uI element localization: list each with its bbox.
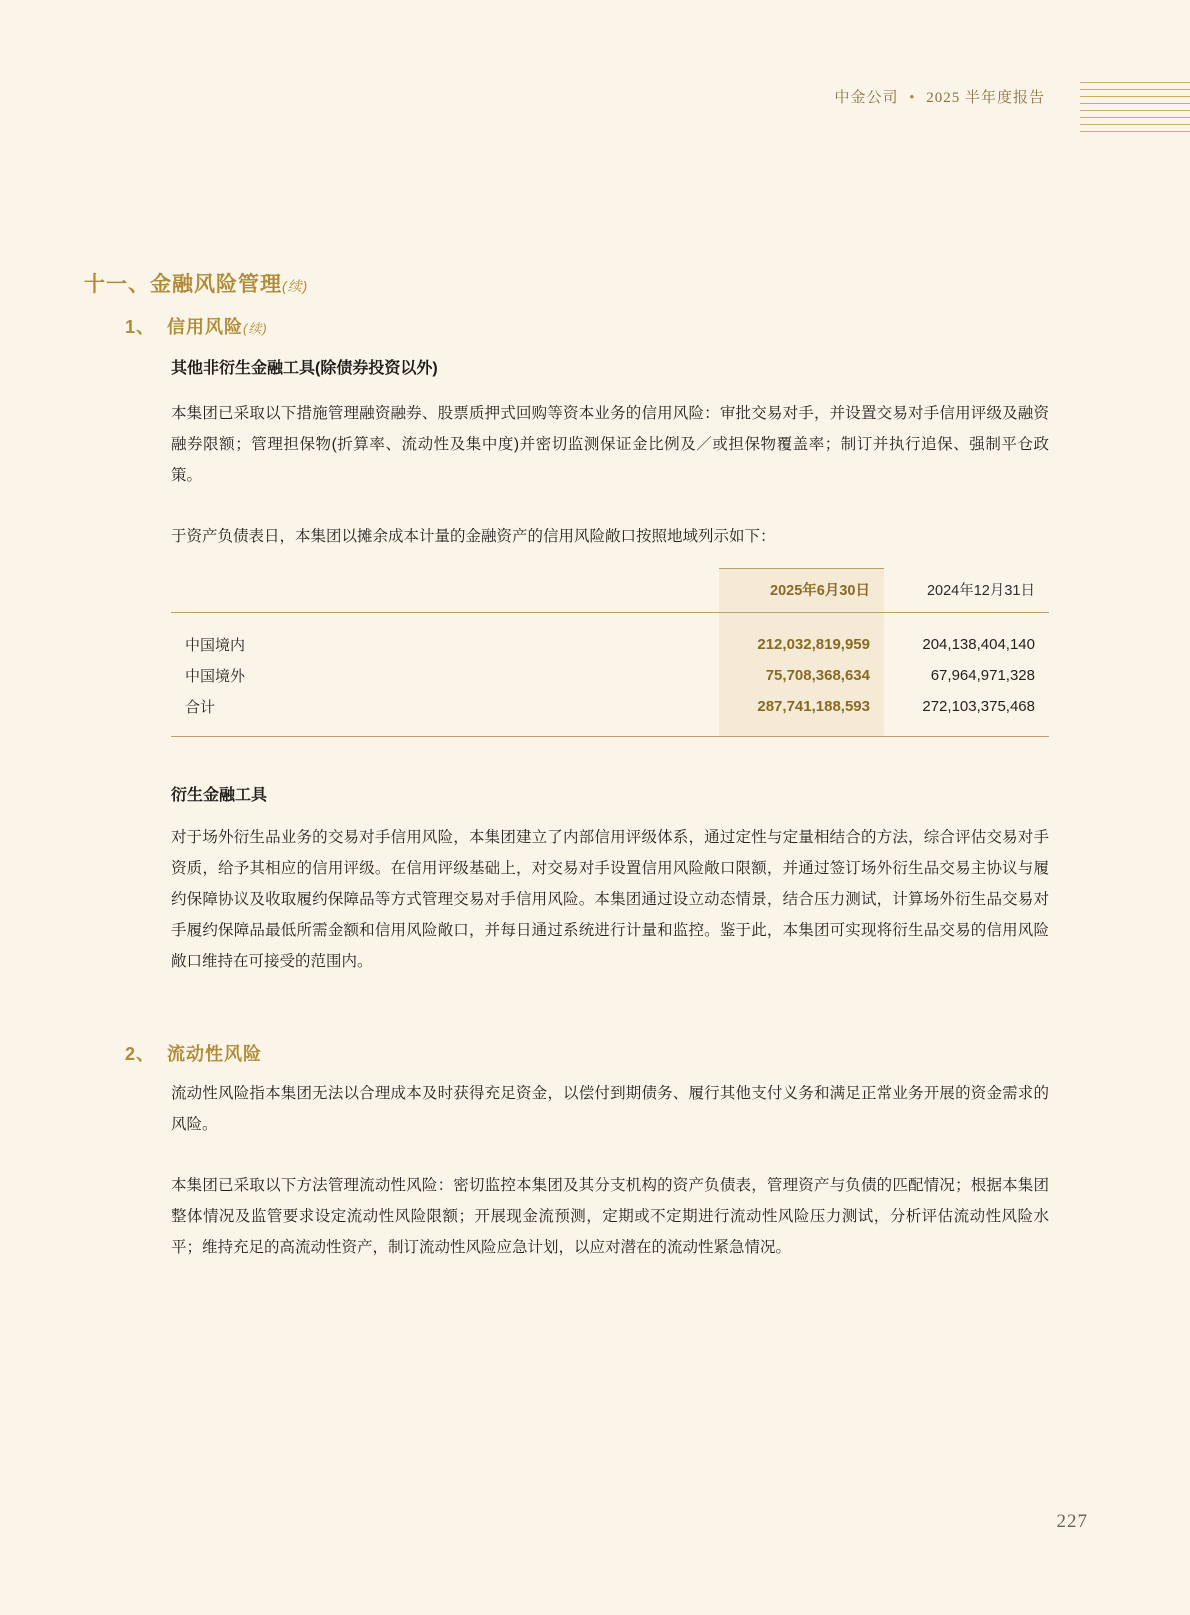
subsection-2-number: 2、 bbox=[125, 1044, 156, 1064]
spacer-cell-2 bbox=[884, 613, 1049, 630]
row-value-2025-overseas: 75,708,368,634 bbox=[719, 660, 884, 691]
spacer-cell-hl bbox=[719, 722, 884, 737]
spacer-cell-hl bbox=[719, 613, 884, 630]
block3-paragraph-2: 本集团已采取以下方法管理流动性风险：密切监控本集团及其分支机构的资产负债表，管理资产与负债的匹配情况；根据本集团整体情况及监管要求设定流动性风险限额；开展现金流预测，定期或不定期进行流动性风险压力测试，分析评估流动性风险水平；维持充足的高流动性资产，制订流动性风险应急计划，以应对潜在的流动性紧急情况。 bbox=[171, 1177, 1049, 1256]
row-label-total: 合计 bbox=[185, 699, 216, 716]
table-header-2025: 2025年6月30日 bbox=[719, 569, 884, 613]
row-label-domestic: 中国境内 bbox=[185, 637, 246, 654]
table-bottom-spacer bbox=[171, 722, 1049, 737]
header-company: 中金公司 bbox=[834, 90, 899, 106]
subsection-1-text: 信用风险 bbox=[167, 317, 243, 337]
table-header-row bbox=[171, 569, 1049, 613]
table-row bbox=[171, 691, 1049, 722]
header-separator: • bbox=[909, 90, 916, 106]
subsection-2-title bbox=[125, 1040, 262, 1066]
row-value-2025-domestic: 212,032,819,959 bbox=[719, 629, 884, 660]
section-title bbox=[84, 268, 308, 298]
section-title-text: 十一、金融风险管理 bbox=[84, 273, 282, 296]
corner-decoration bbox=[1080, 82, 1190, 144]
table-header-blank bbox=[171, 569, 719, 613]
spacer-cell-2 bbox=[884, 722, 1049, 737]
row-value-2024-domestic: 204,138,404,140 bbox=[922, 636, 1035, 653]
block1-paragraph-1: 本集团已采取以下措施管理融资融券、股票质押式回购等资本业务的信用风险：审批交易对手，并设置交易对手信用评级及融资融券限额；管理担保物(折算率、流动性及集中度)并密切监测保证金比例及／或担保物覆盖率；制订并执行追保、强制平仓政策。 bbox=[171, 405, 1049, 484]
subsection-1-title bbox=[125, 313, 268, 339]
block1-heading: 其他非衍生金融工具(除债券投资以外) bbox=[171, 360, 438, 377]
table-row bbox=[171, 629, 1049, 660]
table-spacer-row bbox=[171, 613, 1049, 630]
block2-heading: 衍生金融工具 bbox=[171, 787, 268, 804]
row-value-2025-total: 287,741,188,593 bbox=[719, 691, 884, 722]
block3-paragraph-1: 流动性风险指本集团无法以合理成本及时获得充足资金，以偿付到期债务、履行其他支付义务和满足正常业务开展的资金需求的风险。 bbox=[171, 1085, 1049, 1133]
spacer-cell bbox=[171, 722, 719, 737]
row-value-2024-total: 272,103,375,468 bbox=[922, 698, 1035, 715]
block1-paragraph-2: 于资产负债表日，本集团以摊余成本计量的金融资产的信用风险敞口按照地域列示如下： bbox=[171, 528, 776, 545]
page-header bbox=[834, 86, 1045, 107]
page-number: 227 bbox=[1056, 1511, 1088, 1532]
section-continued: (续) bbox=[282, 278, 309, 294]
subsection-1-continued: (续) bbox=[243, 321, 268, 336]
spacer-cell bbox=[171, 613, 719, 630]
row-value-2024-overseas: 67,964,971,328 bbox=[930, 667, 1035, 684]
subsection-1-number: 1、 bbox=[125, 317, 156, 337]
block2-paragraph-1: 对于场外衍生品业务的交易对手信用风险，本集团建立了内部信用评级体系，通过定性与定量相结合的方法，综合评估交易对手资质，给予其相应的信用评级。在信用评级基础上，对交易对手设置信用风险敞口限额，并通过签订场外衍生品交易主协议与履约保障协议及收取履约保障品等方式管理交易对手信用风险。本集团通过设立动态情景，结合压力测试，计算场外衍生品交易对手履约保障品最低所需金额和信用风险敞口，并每日通过系统进行计量和监控。鉴于此，本集团可实现将衍生品交易的信用风险敞口维持在可接受的范围内。 bbox=[171, 829, 1049, 970]
subsection-2-text: 流动性风险 bbox=[167, 1044, 262, 1064]
row-label-overseas: 中国境外 bbox=[185, 668, 246, 685]
table-row bbox=[171, 660, 1049, 691]
header-report: 2025 半年度报告 bbox=[926, 90, 1045, 106]
credit-exposure-table bbox=[171, 568, 1049, 737]
table-header-2024: 2024年12月31日 bbox=[884, 569, 1049, 613]
